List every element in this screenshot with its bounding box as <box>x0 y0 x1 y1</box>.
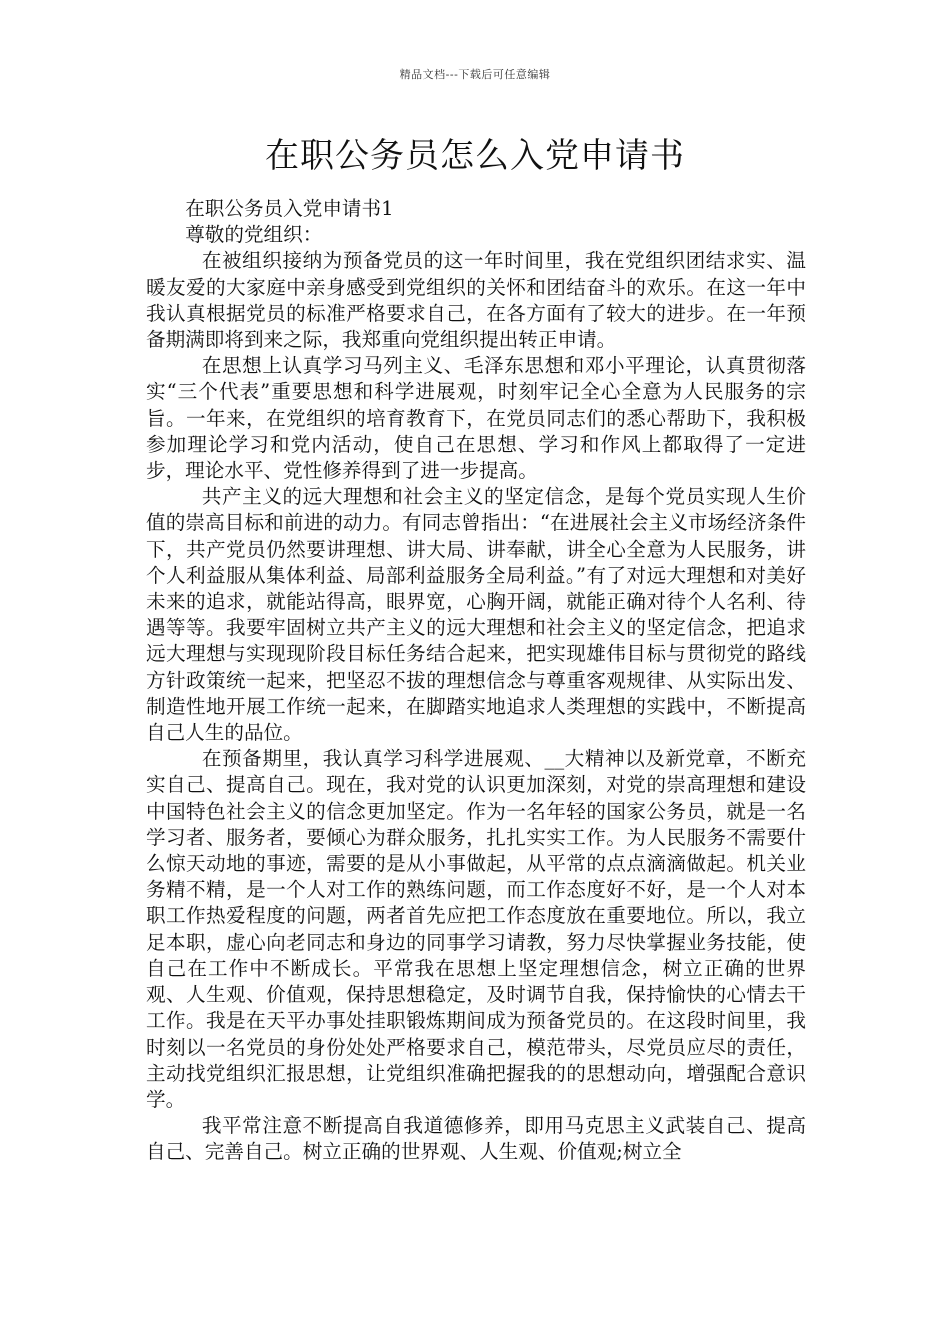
paragraph-4: 在预备期里，我认真学习科学进展观、__大精神以及新党章，不断充实自己、提高自己。现在，我对党的认识更加深刻，对党的崇高理想和建设中国特色社会主义的信念更加坚定。作为一名年轻的国家公务员，就是一名学习者、服务者，要倾心为群众服务，扎扎实实工作。为人民服务不需要什么惊天动地的事迹，需要的是从小事做起，从平常的点点滴滴做起。机关业务精不精，是一个人对工作的熟练问题，而工作态度好不好，是一个人对本职工作热爱程度的问题，两者首先应把工作态度放在重要地位。所以，我立足本职，虚心向老同志和身边的同事学习请教，努力尽快掌握业务技能，使自己在工作中不断成长。平常我在思想上坚定理想信念，树立正确的世界观、人生观、价值观，保持思想稳定，及时调节自我，保持愉快的心情去干工作。我是在天平办事处挂职锻炼期间成为预备党员的。在这段时间里，我时刻以一名党员的身份处处严格要求自己，模范带头，尽党员应尽的责任，主动找党组织汇报思想，让党组织准确把握我的的思想动向，增强配合意识学。 <box>146 747 806 1111</box>
document-subtitle: 在职公务员入党申请书1 <box>185 197 394 220</box>
document-body <box>146 196 806 1166</box>
salutation: 尊敬的党组织： <box>185 223 323 247</box>
paragraph-2: 在思想上认真学习马列主义、毛泽东思想和邓小平理论，认真贯彻落实“三个代表”重要思想和科学进展观，时刻牢记全心全意为人民服务的宗旨。一年来，在党组织的培育教育下，在党员同志们的悉心帮助下，我积极参加理论学习和党内活动，使自己在思想、学习和作风上都取得了一定进步，理论水平、党性修养得到了进一步提高。 <box>146 354 806 483</box>
paragraph-5: 我平常注意不断提高自我道德修养，即用马克思主义武装自己、提高自己、完善自己。树立正确的世界观、人生观、价值观;树立全 <box>146 1114 806 1164</box>
header-note: 精品文档---下载后可任意编辑 <box>399 68 551 81</box>
document-title: 在职公务员怎么入党申请书 <box>265 136 685 176</box>
paragraph-3: 共产主义的远大理想和社会主义的坚定信念，是每个党员实现人生价值的崇高目标和前进的动力。有同志曾指出：“在进展社会主义市场经济条件下，共产党员仍然要讲理想、讲大局、讲奉献，讲全心全意为人民服务，讲个人利益服从集体利益、局部利益服务全局利益。”有了对远大理想和对美好未来的追求，就能站得高，眼界宽，心胸开阔，就能正确对待个人名利、待遇等等。我要牢固树立共产主义的远大理想和社会主义的坚定信念，把追求远大理想与实现现阶段目标任务结合起来，把实现雄伟目标与贯彻党的路线方针政策统一起来，把坚忍不拔的理想信念与尊重客观规律、从实际出发、制造性地开展工作统一起来，在脚踏实地追求人类理想的实践中，不断提高自己人生的品位。 <box>146 485 806 745</box>
paragraph-1: 在被组织接纳为预备党员的这一年时间里，我在党组织团结求实、温暖友爱的大家庭中亲身感受到党组织的关怀和团结奋斗的欢乐。在这一年中我认真根据党员的标准严格要求自己，在各方面有了较大的进步。在一年预备期满即将到来之际，我郑重向党组织提出转正申请。 <box>146 249 806 352</box>
